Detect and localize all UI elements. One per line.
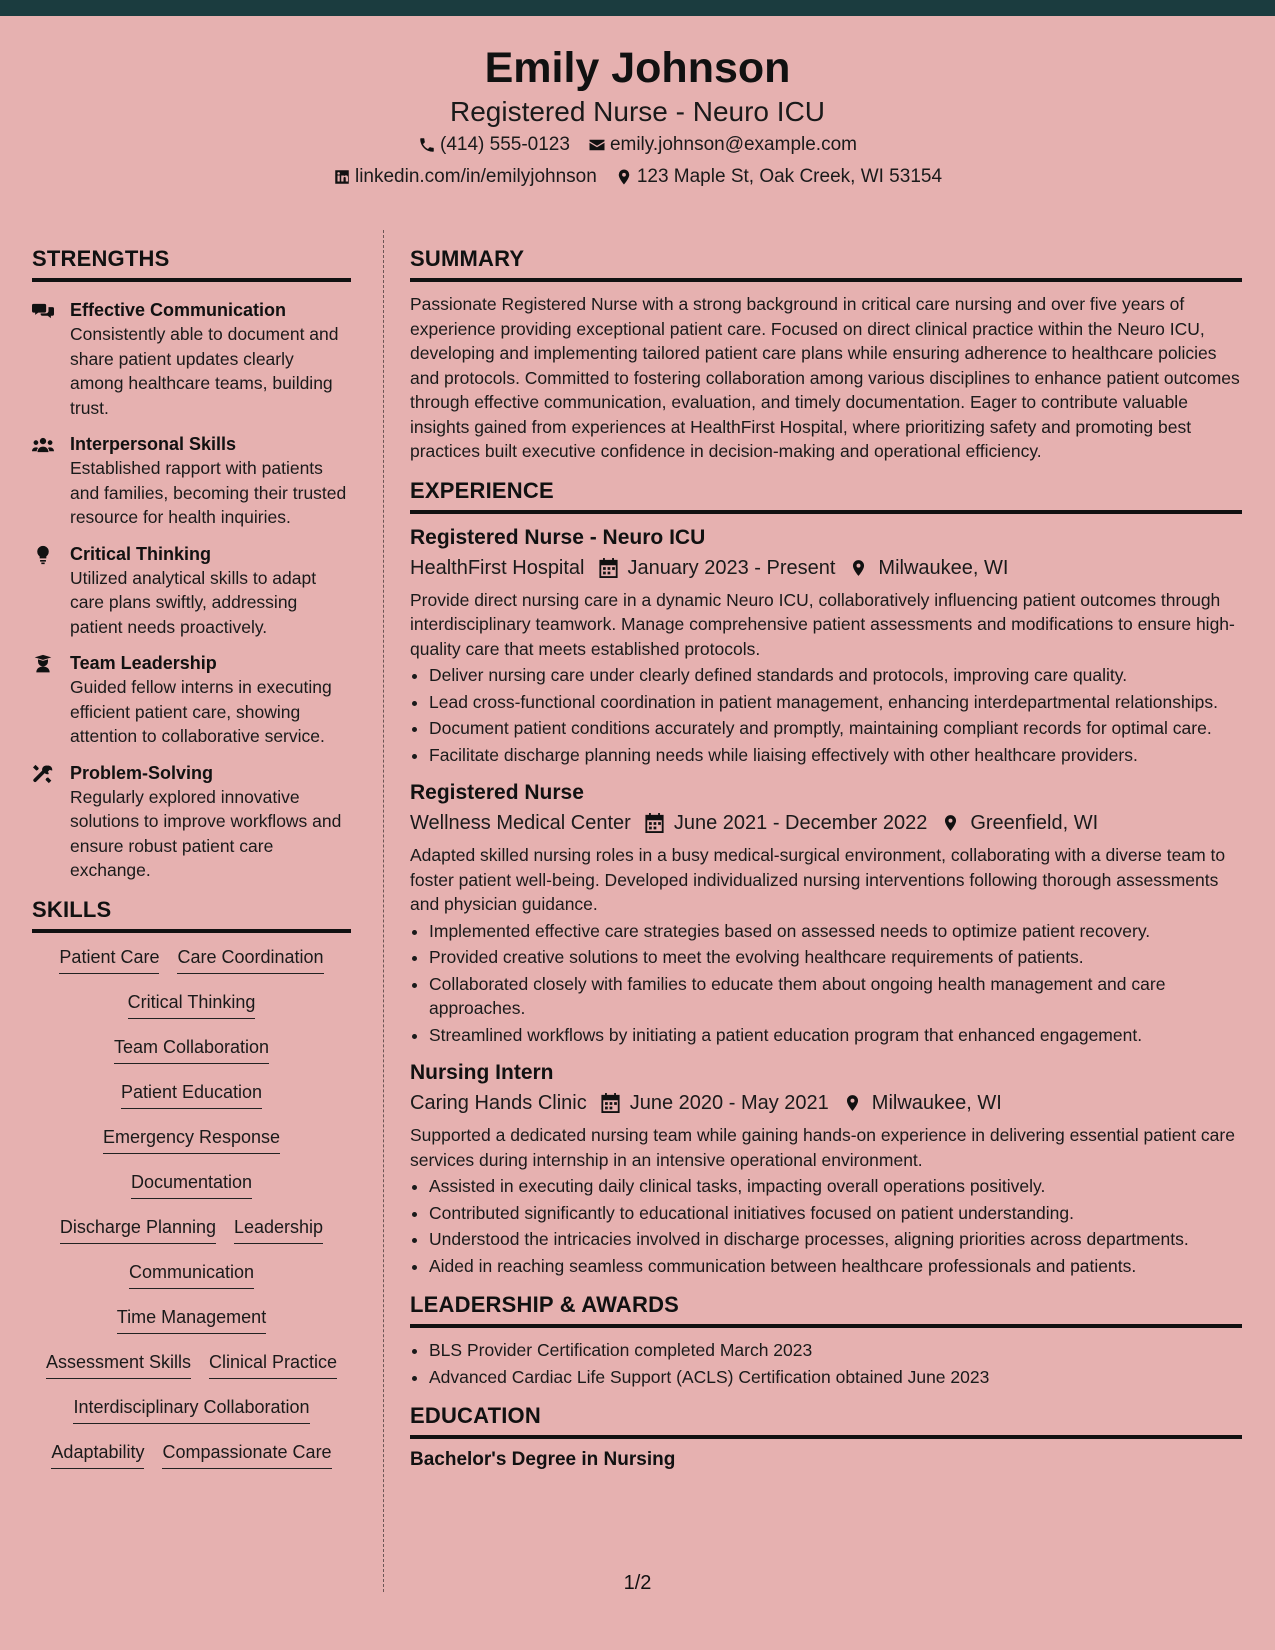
- skill-row: [32, 1299, 351, 1344]
- strength-title: Effective Communication: [70, 300, 287, 320]
- job-meta: [410, 807, 1242, 839]
- job-bullet: • Facilitate discharge planning needs while liaising effectively with other healthcare providers.: [429, 743, 1242, 768]
- job-company: HealthFirst Hospital: [410, 556, 585, 579]
- graduate-icon: [32, 654, 54, 674]
- skill-tag: Communication: [129, 1262, 254, 1289]
- strength-title: Interpersonal Skills: [70, 434, 237, 454]
- page-number: 1/2: [623, 1572, 652, 1594]
- job-location: [843, 1087, 1002, 1119]
- skill-tag: Documentation: [131, 1172, 252, 1199]
- job-title: Registered Nurse: [410, 781, 584, 804]
- phone-contact: [418, 134, 570, 156]
- job-title: Nursing Intern: [410, 1061, 554, 1084]
- candidate-name: Emily Johnson: [484, 44, 791, 92]
- job-dates-text: June 2020 - May 2021: [629, 1092, 829, 1114]
- strength-desc: Established rapport with patients and families, becoming their trusted resource for health inquiries.: [70, 458, 347, 527]
- skill-tag: Emergency Response: [103, 1127, 280, 1154]
- resume-header: [0, 16, 1275, 204]
- job-location: [941, 807, 1098, 839]
- users-icon: [32, 435, 54, 455]
- skill-row: [32, 1119, 351, 1164]
- lightbulb-icon: [32, 545, 54, 565]
- job-bullet: • Contributed significantly to educational initiatives focused on patient understanding.: [429, 1201, 1242, 1226]
- phone-text: (414) 555-0123: [440, 134, 570, 155]
- skill-tag: Interdisciplinary Collaboration: [73, 1397, 309, 1424]
- skill-tag: Assessment Skills: [46, 1352, 191, 1379]
- tools-icon: [32, 764, 54, 784]
- skill-tag: Compassionate Care: [162, 1442, 331, 1469]
- job-location-text: Milwaukee, WI: [871, 1092, 1002, 1114]
- job-bullet: • Provided creative solutions to meet the evolving healthcare requirements of patients.: [429, 945, 1242, 970]
- degree-title: Bachelor's Degree in Nursing: [410, 1449, 676, 1470]
- job-bullet: • Streamlined workflows by initiating a patient education program that enhanced engagement.: [429, 1023, 1242, 1048]
- job-bullets: [410, 919, 1242, 1048]
- job-company: Caring Hands Clinic: [410, 1092, 587, 1114]
- strength-desc: Consistently able to document and share patient updates clearly among healthcare teams, building trust.: [70, 324, 339, 418]
- job-bullet: • Understood the intricacies involved in discharge processes, aligning priorities across departments.: [429, 1227, 1242, 1252]
- job-dates: [601, 1087, 829, 1119]
- strength-title: Problem-Solving: [70, 762, 214, 783]
- skill-tag: Care Coordination: [177, 947, 323, 974]
- experience-heading: EXPERIENCE: [410, 478, 1242, 514]
- skill-tag: Adaptability: [51, 1442, 144, 1469]
- job-bullet: • Deliver nursing care under clearly defined standards and protocols, improving care quality.: [429, 663, 1242, 688]
- summary-text: Passionate Registered Nurse with a strong background in critical care nursing and over five years of experience providing exceptional patient care. Focused on direct clinical practice within the Neuro ICU, developing and implementing tailored patient care plans while ensuring adherence to healthcare policies and protocols. Committed to fostering collaboration among various disciplines to enhance patient outcomes through effective communication, evaluation, and timely documentation. Eager to contribute valuable insights gained from experiences at HealthFirst Hospital, where prioritizing safety and promoting best practices built executive confidence in decision-making and operational efficiency.: [410, 294, 1240, 461]
- strength-desc: Utilized analytical skills to adapt care plans swiftly, addressing patient needs proactively.: [70, 567, 317, 637]
- strength-item: [32, 542, 351, 640]
- skill-row: [32, 1344, 351, 1389]
- job-meta: [410, 552, 1242, 584]
- strengths-heading: STRENGTHS: [32, 246, 351, 282]
- skill-row: [32, 1209, 351, 1254]
- skill-tag: Time Management: [117, 1307, 266, 1334]
- job-entry: [410, 524, 1242, 768]
- skill-tag: Clinical Practice: [209, 1352, 337, 1379]
- strength-title: Team Leadership: [70, 653, 217, 673]
- map-pin-icon: [615, 168, 633, 186]
- skill-tag: Patient Care: [59, 947, 159, 974]
- skill-row: [32, 1029, 351, 1074]
- job-bullet: • Aided in reaching seamless communication between healthcare professionals and patients.: [429, 1254, 1242, 1279]
- phone-icon: [418, 136, 436, 154]
- job-dates: [599, 552, 836, 584]
- envelope-icon: [588, 136, 606, 154]
- skill-row: [32, 1434, 351, 1479]
- contact-row-2: [0, 166, 1275, 188]
- summary-section: [410, 246, 1242, 464]
- education-heading: EDUCATION: [410, 1403, 1242, 1439]
- job-bullets: [410, 1174, 1242, 1278]
- strength-item: [32, 651, 351, 749]
- skill-row: [32, 1389, 351, 1434]
- job-location: [849, 552, 1008, 584]
- job-title: Registered Nurse - Neuro ICU: [410, 525, 706, 549]
- job-bullet: • Implemented effective care strategies based on assessed needs to optimize patient recovery.: [429, 919, 1242, 944]
- job-description: Adapted skilled nursing roles in a busy medical-surgical environment, collaborating with a diverse team to foster patient well-being. Developed individualized nursing interventions following thorough assessments and physician guidance.: [410, 845, 1226, 914]
- calendar-icon: [601, 1093, 620, 1113]
- right-column: [410, 246, 1242, 1471]
- education-section: [410, 1403, 1242, 1471]
- skill-row: [32, 1074, 351, 1119]
- skill-row: [32, 939, 351, 984]
- job-description: Provide direct nursing care in a dynamic Neuro ICU, collaboratively influencing patient outcomes through interdisciplinary teamwork. Manage comprehensive patient assessments and modifications to ensure high-quality care that meets established protocols.: [410, 589, 1235, 659]
- map-pin-icon: [849, 558, 868, 578]
- awards-list: [410, 1338, 1242, 1389]
- skills-section: [32, 897, 351, 1479]
- job-bullet: • Document patient conditions accurately and promptly, maintaining compliant records for optimal care.: [429, 716, 1242, 741]
- skill-tag: Discharge Planning: [60, 1217, 216, 1244]
- job-description: Supported a dedicated nursing team while gaining hands-on experience in delivering essential patient care services during internship in an intensive operational environment.: [410, 1125, 1235, 1170]
- linkedin-icon: [333, 168, 351, 186]
- calendar-icon: [645, 813, 664, 833]
- job-meta: [410, 1087, 1242, 1119]
- job-bullet: • Lead cross-functional coordination in patient management, enhancing interdepartmental relationships.: [429, 690, 1242, 715]
- skills-heading: SKILLS: [32, 897, 351, 933]
- job-entry: [410, 779, 1242, 1047]
- left-column: [32, 246, 351, 1479]
- skill-tag: Team Collaboration: [114, 1037, 269, 1064]
- awards-heading: LEADERSHIP & AWARDS: [410, 1292, 1242, 1328]
- job-bullet: • Collaborated closely with families to educate them about ongoing health management and care approaches.: [429, 972, 1242, 1021]
- job-location-text: Greenfield, WI: [970, 812, 1099, 834]
- address-contact: [615, 166, 942, 188]
- top-accent-bar: [0, 0, 1275, 16]
- strength-desc: Regularly explored innovative solutions to improve workflows and ensure robust patient care exchange.: [70, 786, 342, 880]
- job-dates-text: January 2023 - Present: [627, 556, 836, 579]
- contact-row-1: [0, 134, 1275, 156]
- strength-title: Critical Thinking: [70, 543, 212, 564]
- address-text: 123 Maple St, Oak Creek, WI 53154: [636, 166, 943, 187]
- map-pin-icon: [941, 813, 960, 833]
- skill-row: [32, 1164, 351, 1209]
- job-company: Wellness Medical Center: [410, 812, 631, 834]
- skill-row: [32, 1254, 351, 1299]
- strength-desc: Guided fellow interns in executing efficient patient care, showing attention to collaborative service.: [70, 677, 332, 746]
- skill-tag: Leadership: [234, 1217, 323, 1244]
- strength-item: [32, 298, 351, 420]
- linkedin-contact[interactable]: [333, 166, 597, 188]
- comments-icon: [32, 301, 54, 321]
- job-bullet: • Assisted in executing daily clinical tasks, impacting overall operations positively.: [429, 1174, 1242, 1199]
- award-item: • BLS Provider Certification completed March 2023: [429, 1338, 1242, 1363]
- job-location-text: Milwaukee, WI: [878, 556, 1009, 579]
- summary-heading: SUMMARY: [410, 246, 1242, 282]
- job-dates: [645, 807, 928, 839]
- job-dates-text: June 2021 - December 2022: [673, 812, 928, 834]
- map-pin-icon: [843, 1093, 862, 1113]
- awards-section: [410, 1292, 1242, 1389]
- candidate-title: Registered Nurse - Neuro ICU: [449, 96, 826, 127]
- award-item: • Advanced Cardiac Life Support (ACLS) Certification obtained June 2023: [429, 1365, 1242, 1390]
- strength-item: [32, 761, 351, 883]
- column-divider: [383, 230, 384, 1592]
- email-contact[interactable]: [588, 134, 857, 156]
- skill-row: [32, 984, 351, 1029]
- calendar-icon: [599, 558, 618, 578]
- email-text[interactable]: emily.johnson@example.com: [609, 134, 857, 155]
- linkedin-text[interactable]: linkedin.com/in/emilyjohnson: [354, 166, 597, 187]
- skill-tag: Critical Thinking: [128, 992, 256, 1019]
- experience-section: [410, 478, 1242, 1279]
- strength-item: [32, 432, 351, 530]
- job-bullets: [410, 663, 1242, 767]
- job-entry: [410, 1059, 1242, 1278]
- skill-tag: Patient Education: [121, 1082, 262, 1109]
